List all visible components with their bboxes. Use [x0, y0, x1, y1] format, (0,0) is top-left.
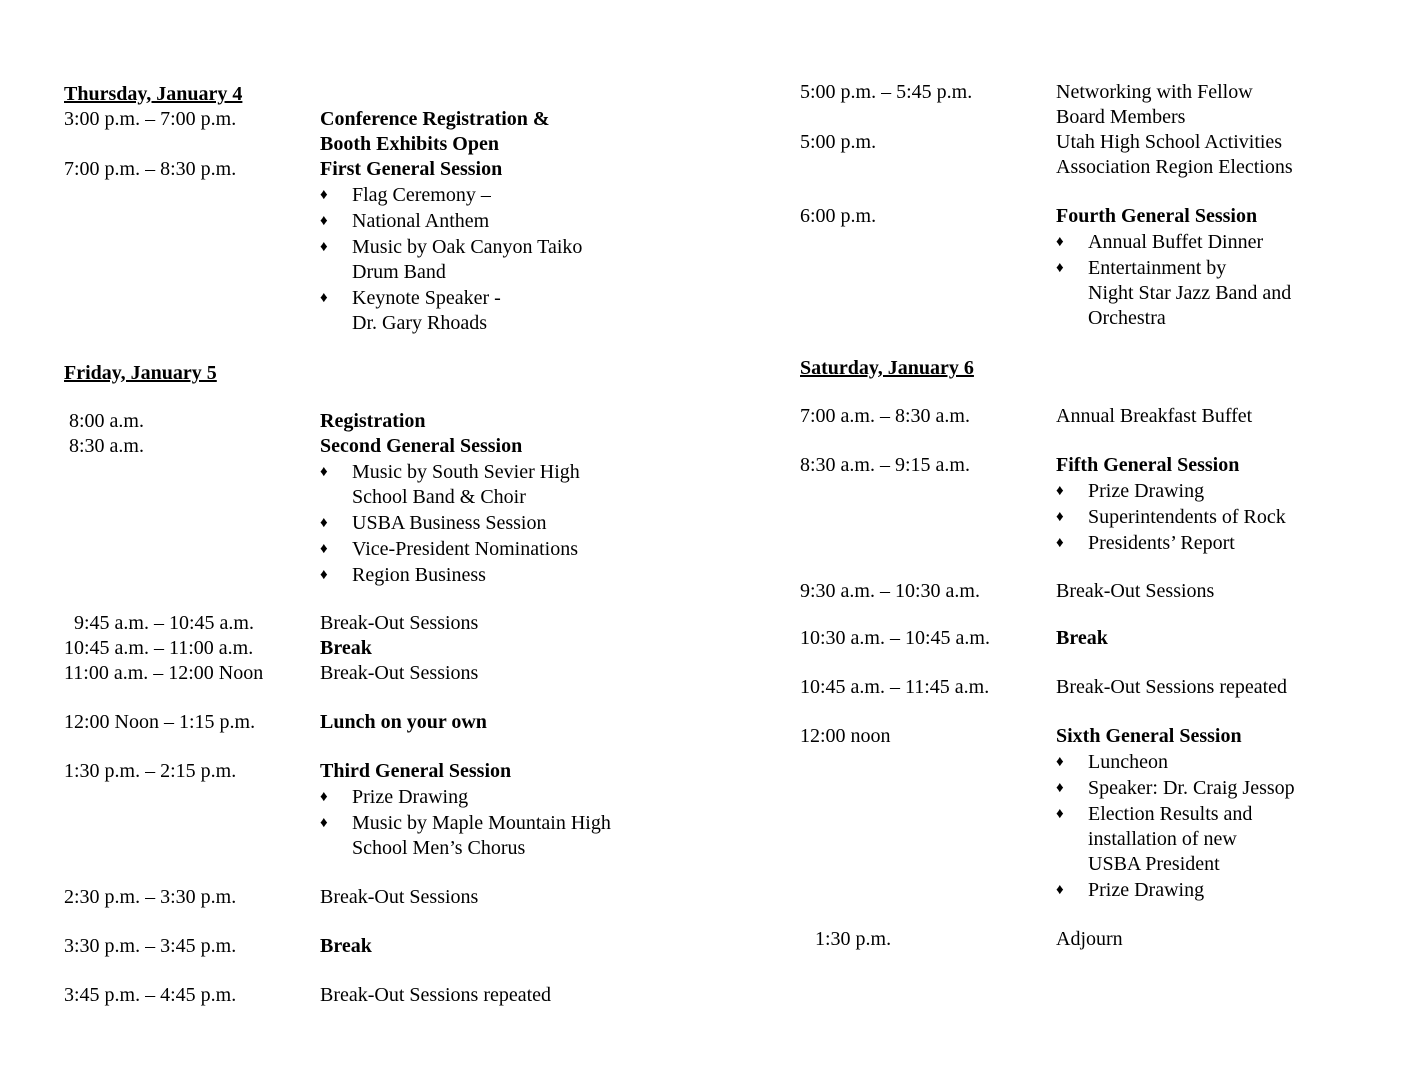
event-time: 9:30 a.m. – 10:30 a.m.: [800, 580, 980, 602]
bullet-item: ♦ Prize Drawing: [1056, 480, 1205, 502]
bullet-item: ♦ Speaker: Dr. Craig Jessop: [1056, 777, 1295, 799]
event-time: 7:00 p.m. – 8:30 p.m.: [64, 158, 237, 180]
bullet-item: ♦ Music by Maple Mountain High School Men’s Chorus: [320, 812, 611, 859]
diamond-bullet-icon: ♦: [320, 290, 328, 306]
bullet-item: ♦ Prize Drawing: [320, 786, 469, 808]
event-row: [64, 636, 714, 661]
bullet-item: ♦ Keynote Speaker - Dr. Gary Rhoads: [320, 287, 501, 334]
event-title: Conference Registration &: [320, 108, 550, 130]
event-row: [64, 885, 714, 910]
diamond-bullet-icon: ♦: [320, 464, 328, 480]
event-time: 10:45 a.m. – 11:00 a.m.: [64, 637, 254, 659]
right-column: [800, 80, 1400, 952]
event-time: 6:00 p.m.: [800, 205, 877, 227]
event-row: [800, 626, 1400, 651]
event-title: Break-Out Sessions: [320, 612, 479, 634]
event-time: 11:00 a.m. – 12:00 Noon: [64, 662, 264, 684]
event-row: [64, 661, 714, 686]
event-time: 7:00 a.m. – 8:30 a.m.: [800, 405, 970, 427]
diamond-bullet-icon: ♦: [1056, 509, 1064, 525]
diamond-bullet-icon: ♦: [320, 239, 328, 255]
diamond-bullet-icon: ♦: [1056, 780, 1064, 796]
event-title: Break: [320, 637, 372, 659]
event-time: 8:00 a.m.: [64, 410, 144, 432]
bullet-item: ♦ Annual Buffet Dinner: [1056, 231, 1264, 253]
event-row: [64, 409, 714, 434]
bullet-item: ♦ Election Results and installation of new USBA President: [1056, 803, 1253, 875]
event-title: Second General Session: [320, 435, 523, 457]
event-row: [800, 675, 1400, 700]
diamond-bullet-icon: ♦: [1056, 754, 1064, 770]
diamond-bullet-icon: ♦: [320, 815, 328, 831]
event-row: [800, 724, 1400, 903]
event-title: First General Session: [320, 158, 503, 180]
event-row: [800, 579, 1400, 604]
event-title: Networking with Fellow: [1056, 81, 1253, 103]
event-title: Fourth General Session: [1056, 205, 1258, 227]
event-title: Association Region Elections: [1056, 156, 1293, 178]
bullet-item: ♦ Region Business: [320, 564, 486, 586]
event-title: Break-Out Sessions: [1056, 580, 1215, 602]
diamond-bullet-icon: ♦: [320, 515, 328, 531]
event-time: 5:00 p.m.: [800, 131, 877, 153]
day-heading-saturday: Saturday, January 6: [800, 357, 974, 379]
event-row: [800, 404, 1400, 429]
event-row: [800, 80, 1400, 130]
event-title: Adjourn: [1056, 928, 1123, 950]
event-row: [64, 710, 714, 735]
diamond-bullet-icon: ♦: [1056, 806, 1064, 822]
diamond-bullet-icon: ♦: [320, 541, 328, 557]
event-row: [800, 204, 1400, 331]
diamond-bullet-icon: ♦: [1056, 882, 1064, 898]
diamond-bullet-icon: ♦: [1056, 483, 1064, 499]
event-row: [64, 759, 714, 861]
event-title: Sixth General Session: [1056, 725, 1242, 747]
event-title: Break-Out Sessions: [320, 886, 479, 908]
bullet-item: ♦ USBA Business Session: [320, 512, 547, 534]
diamond-bullet-icon: ♦: [320, 567, 328, 583]
event-title: Break-Out Sessions: [320, 662, 479, 684]
event-title: Break: [320, 935, 372, 957]
event-title: Registration: [320, 410, 426, 432]
bullet-item: ♦ Music by Oak Canyon Taiko Drum Band: [320, 236, 583, 283]
event-row: [800, 453, 1400, 556]
event-time: 9:45 a.m. – 10:45 a.m.: [64, 612, 254, 634]
event-time: 8:30 a.m.: [64, 435, 144, 457]
diamond-bullet-icon: ♦: [320, 213, 328, 229]
bullet-item: ♦ Luncheon: [1056, 751, 1168, 773]
diamond-bullet-icon: ♦: [1056, 234, 1064, 250]
event-title: Break-Out Sessions repeated: [320, 984, 552, 1006]
event-time: 1:30 p.m. – 2:15 p.m.: [64, 760, 237, 782]
event-row: [64, 107, 714, 157]
diamond-bullet-icon: ♦: [320, 789, 328, 805]
day-heading-thursday: Thursday, January 4: [64, 83, 243, 105]
event-time: 10:30 a.m. – 10:45 a.m.: [800, 627, 990, 649]
event-time: 12:00 Noon – 1:15 p.m.: [64, 711, 256, 733]
bullet-item: ♦ Superintendents of Rock: [1056, 506, 1286, 528]
event-title: Break-Out Sessions repeated: [1056, 676, 1288, 698]
bullet-item: ♦ Prize Drawing: [1056, 879, 1205, 901]
event-title: Booth Exhibits Open: [320, 133, 499, 155]
event-row: [64, 157, 714, 336]
event-time: 1:30 p.m.: [800, 928, 892, 950]
event-title: Annual Breakfast Buffet: [1056, 405, 1253, 427]
diamond-bullet-icon: ♦: [1056, 260, 1064, 276]
event-row: [64, 934, 714, 959]
event-time: 3:30 p.m. – 3:45 p.m.: [64, 935, 237, 957]
event-time: 3:45 p.m. – 4:45 p.m.: [64, 984, 237, 1006]
event-row: [64, 983, 714, 1008]
diamond-bullet-icon: ♦: [1056, 535, 1064, 551]
event-title: Fifth General Session: [1056, 454, 1240, 476]
bullet-item: ♦ National Anthem: [320, 210, 490, 232]
event-title: Break: [1056, 627, 1108, 649]
event-row: [64, 611, 714, 636]
bullet-item: ♦ Presidents’ Report: [1056, 532, 1235, 554]
event-title: Utah High School Activities: [1056, 131, 1283, 153]
diamond-bullet-icon: ♦: [320, 187, 328, 203]
event-row: [64, 434, 714, 588]
bullet-item: ♦ Entertainment by Night Star Jazz Band and Orchestra: [1056, 257, 1292, 329]
event-time: 3:00 p.m. – 7:00 p.m.: [64, 108, 237, 130]
bullet-item: ♦ Flag Ceremony –: [320, 184, 491, 206]
day-heading-friday: Friday, January 5: [64, 362, 217, 384]
bullet-item: ♦ Vice-President Nominations: [320, 538, 578, 560]
bullet-item: ♦ Music by South Sevier High School Band & Choir: [320, 461, 580, 508]
event-title: Lunch on your own: [320, 711, 487, 733]
event-time: 10:45 a.m. – 11:45 a.m.: [800, 676, 990, 698]
event-time: 8:30 a.m. – 9:15 a.m.: [800, 454, 970, 476]
event-time: 12:00 noon: [800, 725, 891, 747]
left-column: [64, 82, 714, 1008]
event-title: Third General Session: [320, 760, 512, 782]
event-row: [800, 130, 1400, 180]
event-row: [800, 927, 1400, 952]
event-title: Board Members: [1056, 106, 1186, 128]
event-time: 5:00 p.m. – 5:45 p.m.: [800, 81, 973, 103]
event-time: 2:30 p.m. – 3:30 p.m.: [64, 886, 237, 908]
